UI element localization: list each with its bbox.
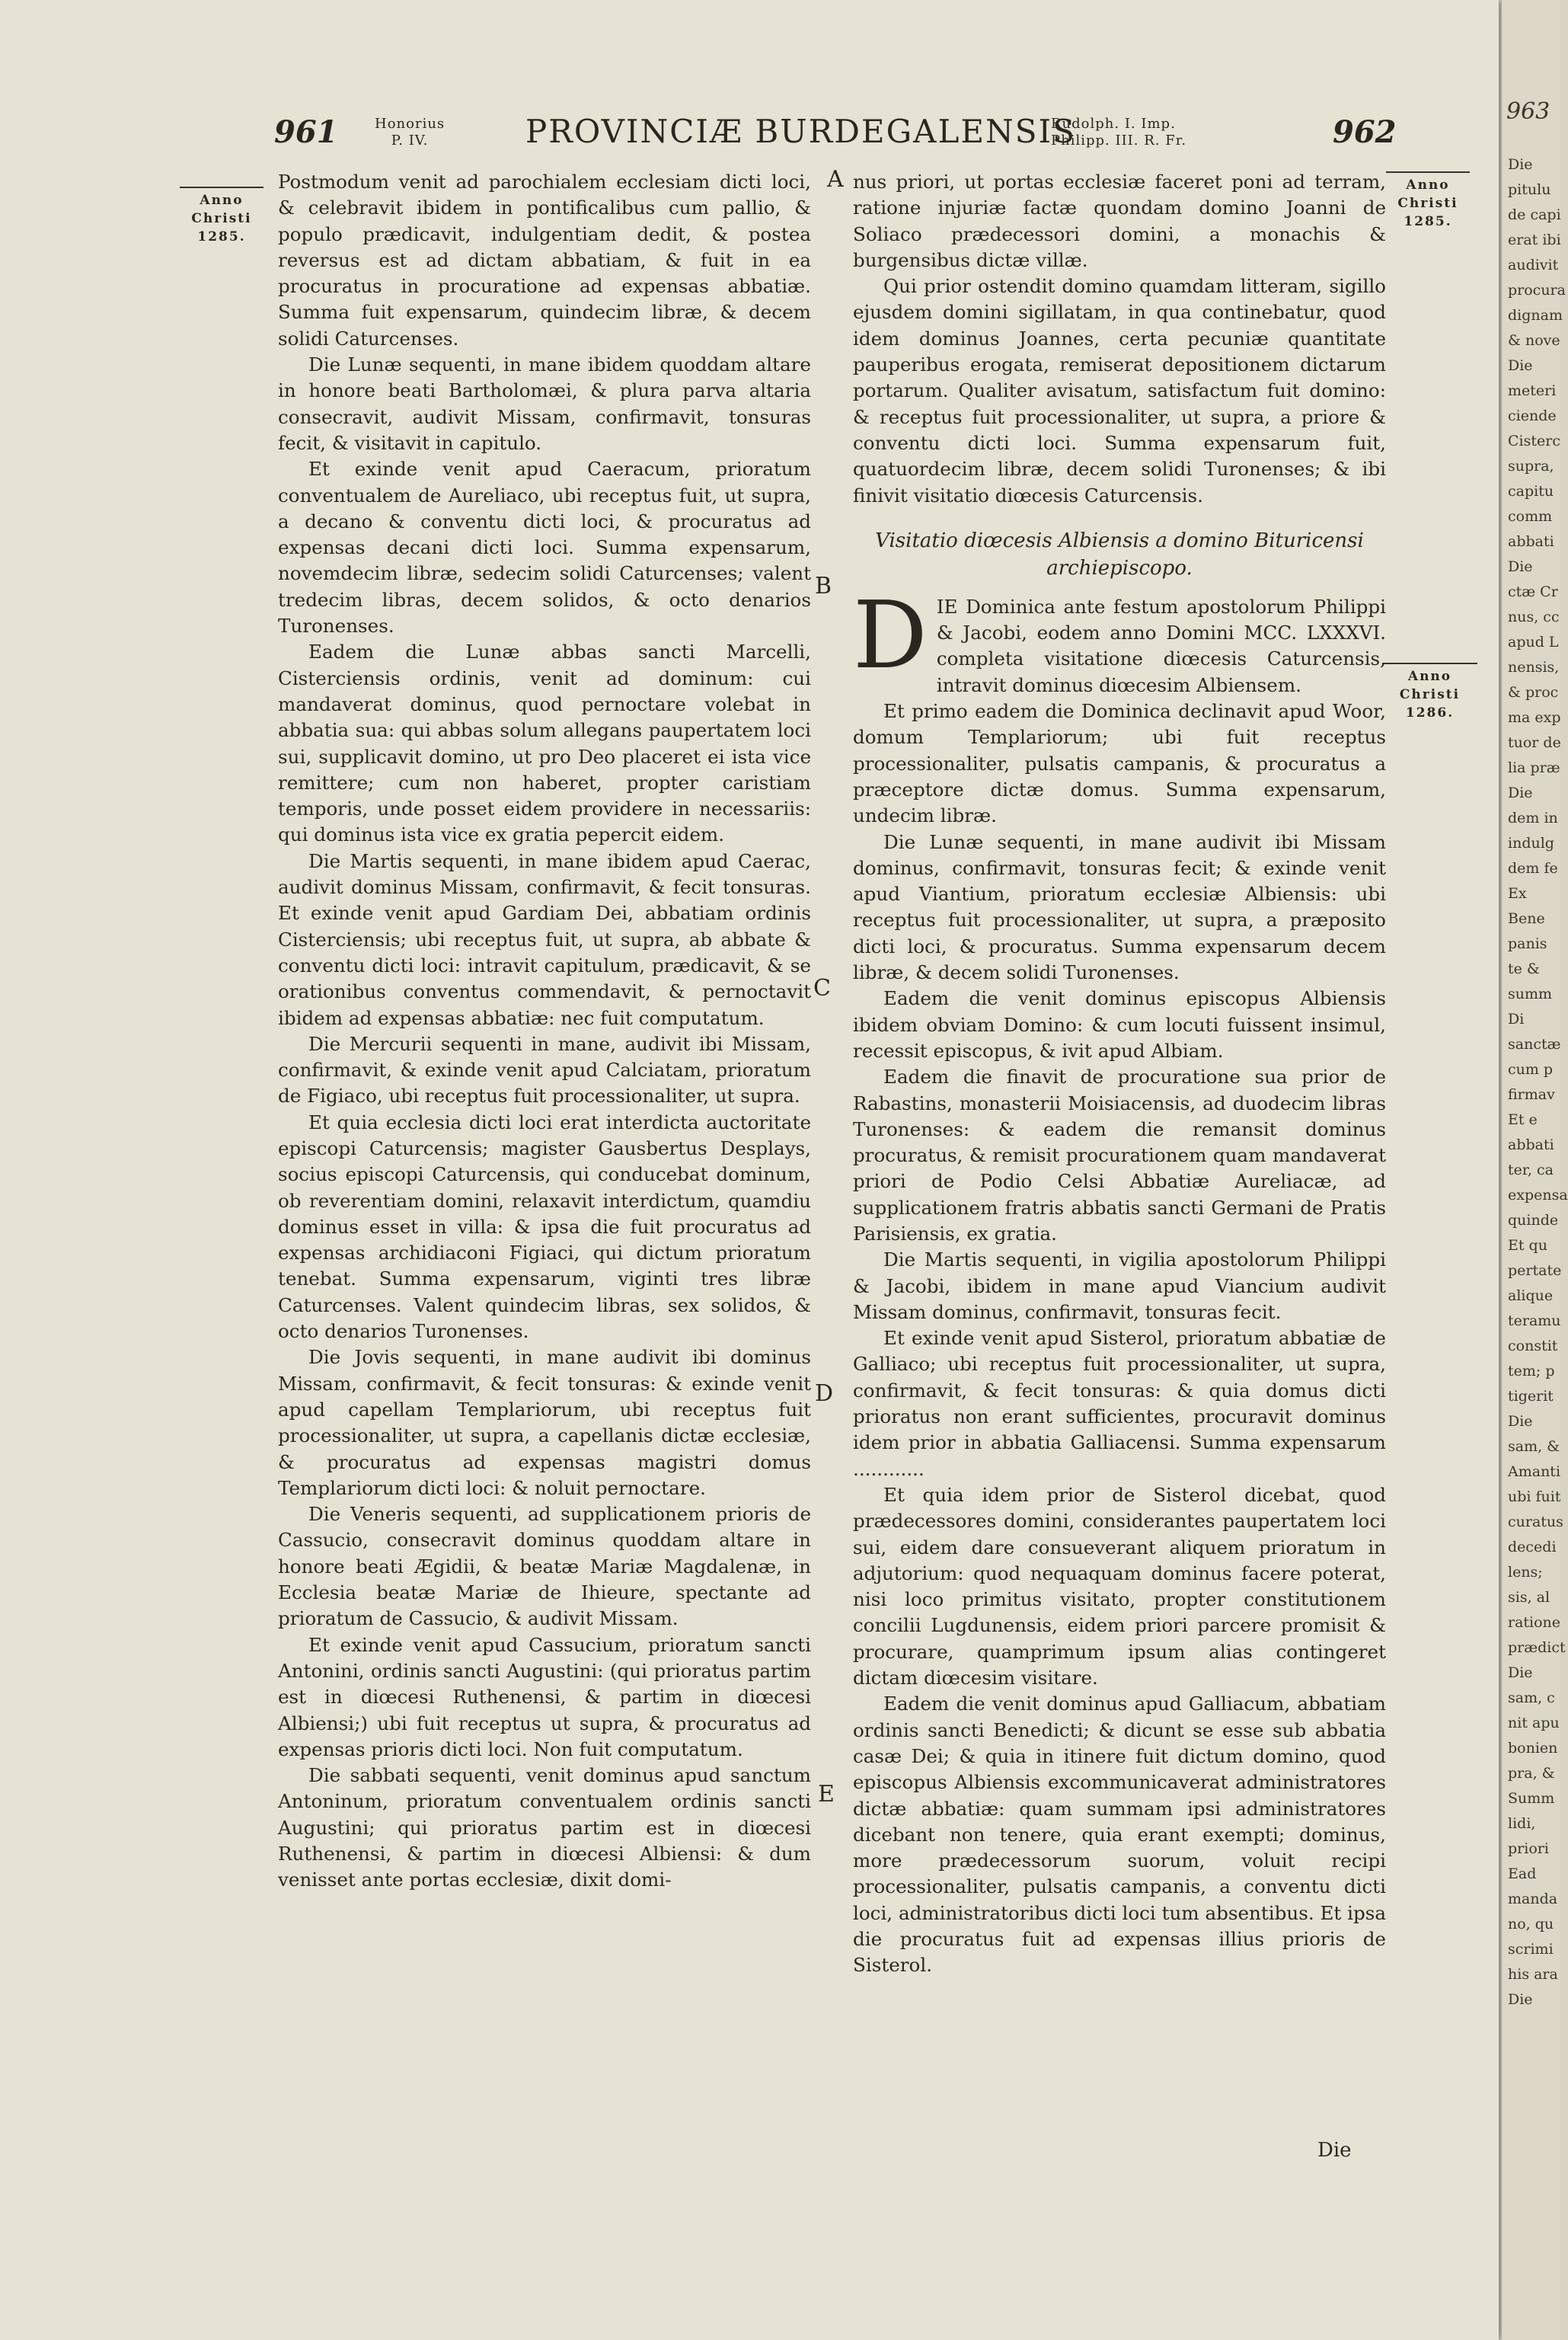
next-page-fragment: Ex (1508, 885, 1527, 902)
next-page-fragment: teramu (1508, 1312, 1561, 1329)
next-page-fragment: ter, ca (1508, 1162, 1554, 1178)
next-page-fragment: Die (1508, 558, 1533, 575)
anno-christi: Christi (191, 211, 252, 226)
paragraph: Eadem die venit dominus apud Galliacum, abbatiam ordinis sancti Benedicti; & dicunt se esse sub abbatia casæ Dei; & quia in itinere fuit dictum domino, quod episcopus Albiensis excommunicaverat administratores dictæ abbatiæ: quam summam ipsi administratores dicebant non tenere, quia erant exempti; dominus, more prædecessorum suorum, voluit recipi processionaliter, pulsatis campanis, a conventu dicti loci, administratoribus dicti loci tum absentibus. Et ipsa die procuratus fuit ad expensas illius prioris de Sisterol. (853, 1693, 1386, 1977)
next-page-fragment: supra, (1508, 458, 1554, 475)
next-page-fragment: erat ibi (1508, 232, 1561, 248)
next-page-fragment: firmav (1508, 1086, 1555, 1103)
paragraph: Et exinde venit apud Sisterol, prioratum abbatiæ de Galliaco; ubi receptus fuit processionaliter, ut supra, confirmavit, & fecit tonsuras: & quia domus dicti prioratus non erant sufficientes, procuravit dominus idem prior in abbatia Galliacensi. Summa expensarum ............ (853, 1327, 1386, 1480)
next-page-fragment: no, qu (1508, 1916, 1554, 1932)
next-page-fragment: scrimi (1508, 1941, 1554, 1958)
paragraph: Die Jovis sequenti, in mane audivit ibi dominus Missam, confirmavit, & fecit tonsuras: & exinde venit apud capellam Templariorum, ubi receptus fuit processionaliter, ut supra, a capellanis dictæ ecclesiæ, & procuratus ad expensas magistri domus Templariorum dicti loci: & noluit pernoctare. (278, 1346, 811, 1499)
paragraph: Qui prior ostendit domino quamdam litteram, sigillo ejusdem domini sigillatam, in qua continebatur, quod idem dominus Joannes, certa pecuniæ quantitate pauperibus erogata, remiserat depositionem dictarum portarum. Qualiter avisatum, satisfactum fuit domino: & receptus fuit processionaliter, ut supra, a priore & conventu dicti loci. Summa expensarum fuit, quatuordecim libræ, decem solidi Turonenses; & ibi finivit visitatio diœcesis Caturcensis. (853, 275, 1386, 507)
next-page-fragment: quinde (1508, 1212, 1559, 1229)
next-page-fragment: ma exp (1508, 709, 1561, 726)
next-page-fragment: te & (1508, 961, 1540, 977)
next-page-edge (1502, 0, 1568, 2340)
next-page-number: 963 (1506, 98, 1550, 125)
anno-christi: Christi (1399, 687, 1461, 702)
next-page-fragment: bonien (1508, 1740, 1558, 1757)
section-letter-a: A (827, 166, 844, 193)
anno-note-right-top (1386, 171, 1470, 231)
section-letter-c: C (813, 975, 831, 1002)
running-head-left (375, 116, 445, 149)
paragraph (853, 580, 1386, 698)
next-page-fragment: cum p (1508, 1061, 1554, 1078)
running-head-left-line2: P. IV. (391, 133, 429, 149)
left-column (278, 169, 811, 1894)
next-page-fragment: alique (1508, 1287, 1554, 1304)
anno-word: Anno (200, 193, 244, 208)
next-page-fragment: ctæ Cr (1508, 583, 1558, 600)
next-page-fragment: tigerit (1508, 1388, 1554, 1405)
next-page-fragment: curatus (1508, 1514, 1563, 1530)
paragraph: Et primo eadem die Dominica declinavit apud Woor, domum Templariorum; ubi fuit receptus processionaliter, pulsatis campanis, & procuratus a præceptore dictæ domus. Summa expensarum, undecim libræ. (853, 700, 1386, 827)
paragraph: Et exinde venit apud Caeracum, prioratum conventualem de Aureliaco, ubi receptus fuit, ut supra, a decano & conventu dicti loci, & procuratus ad expensas decani dicti loci. Summa expensarum, novemdecim libræ, sedecim solidi Caturcenses; valent tredecim libras, decem solidos, & octo denarios Turonenses. (278, 458, 811, 638)
next-page-fragment: Die (1508, 785, 1533, 801)
running-title: PROVINCIÆ BURDEGALENSIS (525, 113, 1076, 150)
paragraph: Die Veneris sequenti, ad supplicationem prioris de Cassucio, consecravit dominus quoddam altare in honore beati Ægidii, & beatæ Mariæ Magdalenæ, in Ecclesia beatæ Mariæ de Ihieure, spectante ad prioratum de Cassucio, & audivit Missam. (278, 1503, 811, 1630)
next-page-fragment: tem; p (1508, 1363, 1555, 1379)
next-page-fragment: audivit (1508, 257, 1559, 273)
paragraph: Et quia ecclesia dicti loci erat interdicta auctoritate episcopi Caturcensis; magister Gausbertus Desplays, socius episcopi Caturcensis, qui conducebat dominum, ob reverentiam domini, relaxavit interdictum, quamdiu dominus esset in villa: & ipsa die fuit procuratus ad expensas archidiaconi Figiaci, qui dictum prioratum tenebat. Summa expensarum, viginti tres libræ Caturcenses. Valent quindecim libras, sex solidos, & octo denarios Turonenses. (278, 1111, 811, 1343)
anno-christi: Christi (1397, 196, 1458, 211)
paragraph: Die Martis sequenti, in mane ibidem apud Caerac, audivit dominus Missam, confirmavit, & fecit tonsuras. Et exinde venit apud Gardiam Dei, abbatiam ordinis Cisterciensis; ubi receptus fuit, ut supra, ab abbate & conventu dicti loci: intravit capitulum, prædicavit, & se orationibus conventus commendavit, & pernoctavit ibidem ad expensas abbatiæ: nec fuit computatum. (278, 849, 811, 1029)
next-page-fragment: Et qu (1508, 1237, 1547, 1254)
section-letter-e: E (818, 1781, 835, 1808)
next-page-fragment: de capi (1508, 206, 1561, 223)
next-page-fragment: abbati (1508, 533, 1554, 550)
next-page-fragment: sam, c (1508, 1689, 1555, 1706)
section-letter-b: B (815, 573, 832, 599)
section-letter-d: D (815, 1380, 834, 1407)
next-page-fragment: Die (1508, 156, 1533, 173)
next-page-fragment: sam, & (1508, 1438, 1560, 1455)
paragraph: Postmodum venit ad parochialem ecclesiam dicti loci, & celebravit ibidem in pontificalibus cum pallio, & populo prædicavit, indulgentiam dedit, & postea reversus est ad dictam abbatiam, & fuit in ea procuratus in procuratione ad expensas abbatiæ. Summa fuit expensarum, quindecim libræ, & decem solidi Caturcenses. (278, 171, 811, 350)
next-page-fragment: indulg (1508, 835, 1554, 852)
running-head-right-line1: Rudolph. I. Imp. (1051, 116, 1176, 132)
next-page-fragment: lia præ (1508, 759, 1560, 776)
section-title (868, 527, 1371, 582)
next-page-fragment: nus, cc (1508, 609, 1560, 625)
anno-word: Anno (1407, 669, 1452, 684)
anno-word: Anno (1406, 177, 1450, 193)
paragraph: nus priori, ut portas ecclesiæ faceret poni ad terram, ratione injuriæ factæ quondam domino Joanni de Soliaco prædecessori domini, a monachis & burgensibus dictæ villæ. (853, 171, 1386, 271)
running-head-left-line1: Honorius (375, 116, 445, 132)
section-title-line2: archiepiscopo. (1046, 556, 1193, 580)
paragraph-text: IE Dominica ante festum apostolorum Philippi & Jacobi, eodem anno Domini MCC. LXXXVI. completa visitatione diœcesis Caturcensis, intravit dominus diœcesim Albiensem. (936, 595, 1386, 696)
next-page-fragment: Ead (1508, 1865, 1537, 1882)
next-page-fragment: sanctæ (1508, 1036, 1561, 1053)
next-page-fragment: tuor de (1508, 734, 1561, 751)
next-page-fragment: nensis, (1508, 659, 1560, 676)
next-page-fragment: & nove (1508, 332, 1560, 349)
next-page-fragment: his ara (1508, 1966, 1558, 1983)
paragraph: Eadem die Lunæ abbas sancti Marcelli, Cisterciensis ordinis, venit ad dominum: cui mandaverat dominus, quod pernoctare volebat in abbatia sua: qui abbas solum allegans paupertatem loci sui, supplicavit domino, ut pro Deo placeret ei ista vice remittere; cum non haberet, propter caristiam temporis, unde posset eidem providere in necessariis: qui dominus ista vice ex gratia pepercit eidem. (278, 641, 811, 846)
paragraph: Eadem die finavit de procuratione sua prior de Rabastins, monasterii Moisiacensis, ad duodecim libras Turonenses: & eadem die remansit dominus procuratus, & remisit procurationem quam mandaverat priori de Podio Celsi Abbatiæ Aureliacæ, ad supplicationem fratris abbatis sancti Germani de Pratis Parisiensis, ex gratia. (853, 1066, 1386, 1245)
anno-year: 1286. (1405, 705, 1455, 721)
next-page-fragment: Di (1508, 1011, 1525, 1028)
next-page-fragment: Et e (1508, 1111, 1538, 1128)
next-page-fragment: Die (1508, 1991, 1533, 2008)
running-head-right-line2: Philipp. III. R. Fr. (1051, 133, 1187, 149)
next-page-fragment: Die (1508, 357, 1533, 374)
paragraph: Die Lunæ sequenti, in mane audivit ibi Missam dominus, confirmavit, tonsuras fecit; & exinde venit apud Viantium, prioratum ecclesiæ Albiensis: ubi receptus fuit processionaliter, ut supra, a præposito dicti loci, & procuratus. Summa expensarum decem libræ, & decem solidi Turonenses. (853, 830, 1386, 984)
next-page-fragment: procura (1508, 282, 1566, 299)
next-page-fragment: sis, al (1508, 1589, 1550, 1606)
anno-note-right-mid (1382, 663, 1477, 722)
anno-year: 1285. (1404, 214, 1452, 229)
next-page-fragment: Bene (1508, 910, 1545, 927)
paragraph: Eadem die venit dominus episcopus Albiensis ibidem obviam Domino: & cum locuti fuissent insimul, recessit episcopus, & ivit apud Albiam. (853, 987, 1386, 1062)
page-number-left: 961 (274, 114, 338, 150)
next-page-fragment: panis (1508, 935, 1547, 952)
next-page-fragment: constit (1508, 1338, 1558, 1354)
next-page-fragment: dignam (1508, 307, 1563, 324)
next-page-fragment: & proc (1508, 684, 1559, 701)
next-page-fragment: comm (1508, 508, 1553, 525)
anno-note-left (180, 187, 263, 246)
anno-year: 1285. (197, 229, 246, 245)
next-page-fragment: abbati (1508, 1136, 1554, 1153)
next-page-fragment: manda (1508, 1891, 1558, 1907)
next-page-fragment: pertate (1508, 1262, 1562, 1279)
next-page-fragment: decedi (1508, 1539, 1557, 1555)
next-page-fragment: Cisterc (1508, 433, 1560, 449)
paragraph: Die Martis sequenti, in vigilia apostolorum Philippi & Jacobi, ibidem in mane apud Viancium audivit Missam dominus, confirmavit, tonsuras fecit. (853, 1248, 1386, 1323)
next-page-fragment: pitulu (1508, 181, 1551, 198)
paragraph: Die Lunæ sequenti, in mane ibidem quoddam altare in honore beati Bartholomæi, & plura parva altaria consecravit, audivit Missam, confirmavit, tonsuras fecit, & visitavit in capitulo. (278, 353, 811, 454)
next-page-fragment: meteri (1508, 382, 1557, 399)
next-page-fragment: lens; (1508, 1564, 1543, 1581)
paragraph: Et exinde venit apud Cassucium, prioratum sancti Antonini, ordinis sancti Augustini: (qui prioratus partim est in diœcesi Ruthenensi, & partim in diœcesi Albiensi;) ubi fuit receptus ut supra, & procuratus ad expensas prioris dicti loci. Non fuit computatum. (278, 1633, 811, 1760)
next-page-fragment: dem fe (1508, 860, 1558, 877)
next-page-fragment: Die (1508, 1664, 1533, 1681)
next-page-fragment: Amanti (1508, 1463, 1561, 1480)
section-title-line1: Visitatio diœcesis Albiensis a domino Bituricensi (875, 529, 1364, 552)
running-head-right (1051, 116, 1186, 149)
next-page-fragment: dem in (1508, 810, 1558, 826)
next-page-fragment: Summ (1508, 1790, 1555, 1807)
next-page-fragment: ratione (1508, 1614, 1561, 1631)
next-page-fragment: expensa (1508, 1187, 1568, 1204)
next-page-text-fragments (1508, 152, 1568, 2012)
right-column (853, 169, 1386, 1979)
next-page-fragment: nit apu (1508, 1715, 1560, 1731)
next-page-fragment: pra, & (1508, 1765, 1555, 1782)
next-page-fragment: priori (1508, 1840, 1549, 1857)
page-number-right: 962 (1333, 114, 1397, 150)
next-page-fragment: capitu (1508, 483, 1554, 500)
paragraph: Die Mercurii sequenti in mane, audivit ibi Missam, confirmavit, & exinde venit apud Calciatam, prioratum de Figiaco, ubi receptus fuit processionaliter, ut supra. (278, 1032, 811, 1108)
next-page-fragment: ubi fuit (1508, 1488, 1561, 1505)
catchword: Die (1317, 2139, 1352, 2162)
next-page-fragment: ciende (1508, 408, 1557, 424)
drop-cap: D (853, 580, 928, 689)
next-page-fragment: prædict (1508, 1639, 1566, 1656)
paragraph: Die sabbati sequenti, venit dominus apud sanctum Antoninum, prioratum conventualem ordinis sancti Augustini; qui prioratus partim est in diœcesi Ruthenensi, & partim in diœcesi Albiensi: & dum venisset ante portas ecclesiæ, dixit domi- (278, 1764, 811, 1891)
next-page-fragment: apud L (1508, 634, 1559, 651)
paragraph: Et quia idem prior de Sisterol dicebat, quod prædecessores domini, considerantes paupertatem loci sui, eidem dare consueverant aliquem prioratum in adjutorium: quod nequaquam dominus facere poterat, nisi loco primitus visitato, propter constitutionem concilii Lugdunensis, eidem priori parcere promisit & procurare, quamprimum ipsum alias contingeret dictam diœcesim visitare. (853, 1483, 1386, 1689)
next-page-fragment: Die (1508, 1413, 1533, 1430)
next-page-fragment: summ (1508, 986, 1553, 1002)
next-page-fragment: lidi, (1508, 1815, 1536, 1832)
